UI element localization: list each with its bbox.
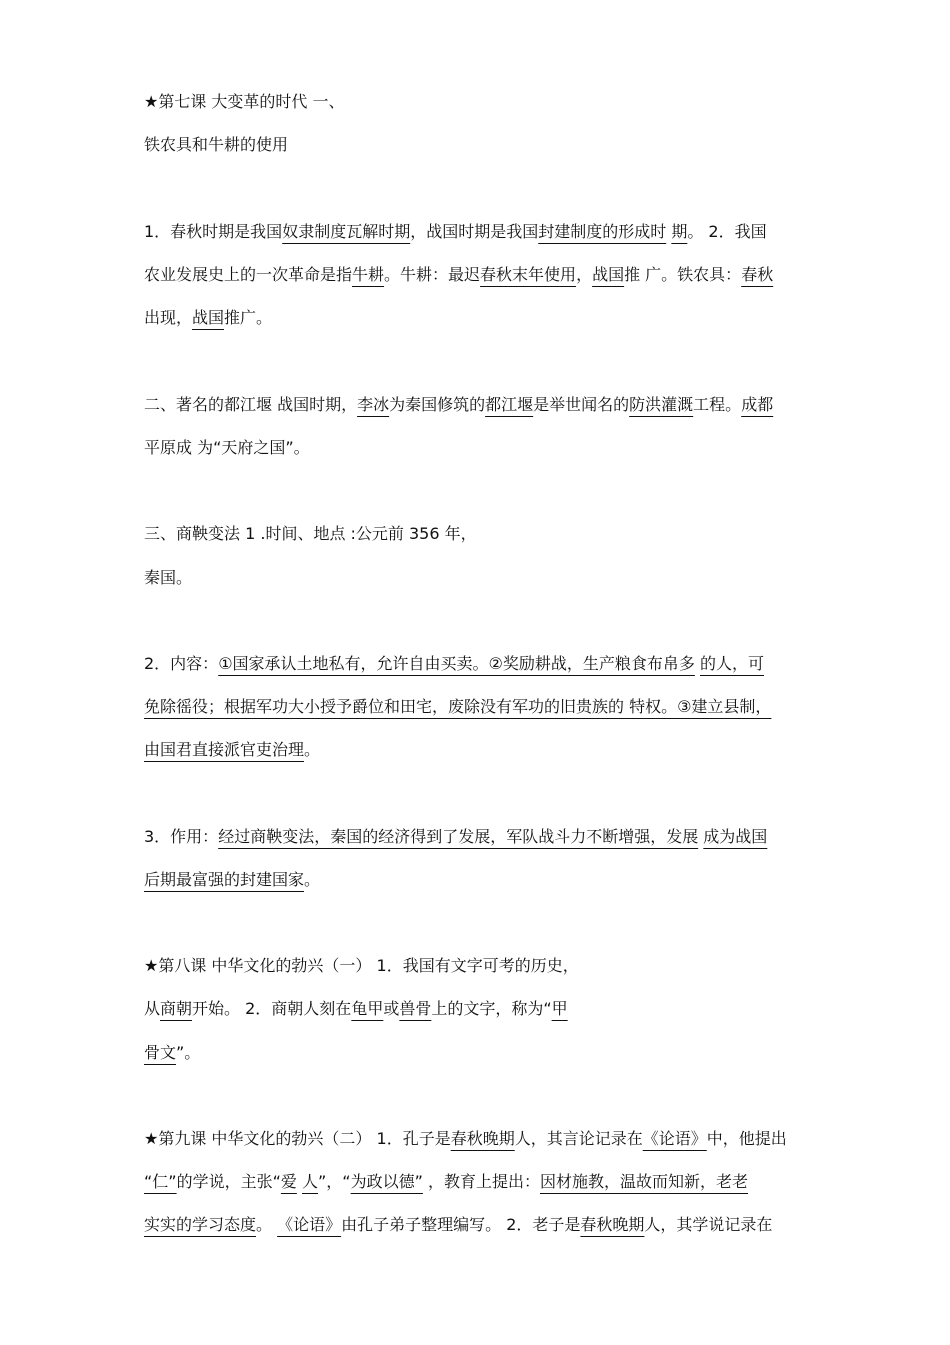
text-line [144, 436, 310, 460]
text-segment: 的学说，主张“ [176, 1172, 281, 1191]
text-line [144, 1170, 748, 1194]
text-line [144, 393, 773, 417]
text-line [144, 90, 345, 114]
underlined-answer: 的人，可 [699, 654, 764, 673]
underlined-answer: 经过商鞅变法，秦国的经济得到了发展，军队战斗力不断增强，发展 [218, 827, 699, 846]
underlined-answer: 《论语》 [277, 1215, 342, 1234]
text-segment: 。 [304, 740, 321, 759]
underlined-answer: 《论语》 [642, 1129, 707, 1148]
underlined-answer: 战国 [592, 265, 625, 284]
text-line [144, 522, 477, 546]
underlined-answer: 封建制度的形成时 [538, 222, 667, 241]
text-segment: ，战国时期是我国 [410, 222, 539, 241]
underlined-answer: 期 [671, 222, 688, 241]
underlined-answer: 防洪灌溉 [629, 395, 694, 414]
text-line [144, 652, 764, 676]
text-segment: ， [576, 265, 593, 284]
underlined-answer: 免除徭役；根据军功大小授予爵位和田宅，废除没有军功的旧贵族的 特权。③建立县制， [144, 697, 772, 716]
text-segment: ★第九课 中华文化的勃兴（二） 1．孔子是 [144, 1129, 451, 1148]
underlined-answer: 人 [302, 1172, 319, 1191]
underlined-answer: 兽骨 [399, 999, 432, 1018]
text-segment: 或 [383, 999, 400, 1018]
text-segment: 工程。 [693, 395, 742, 414]
underlined-answer: 为政以德” [350, 1172, 423, 1191]
text-segment: 农业发展史上的一次革命是指 [144, 265, 353, 284]
text-segment: 。牛耕：最迟 [384, 265, 481, 284]
underlined-answer: 春秋末年使用 [480, 265, 577, 284]
text-segment: 人，其学说记录在 [644, 1215, 773, 1234]
text-segment: 是举世闻名的 [533, 395, 630, 414]
text-line [144, 825, 767, 849]
text-segment: 从 [144, 999, 161, 1018]
underlined-answer: 爱 [280, 1172, 297, 1191]
underlined-answer: 春秋晚期 [450, 1129, 515, 1148]
text-segment: ”。 [176, 1043, 201, 1062]
text-segment: 人，其言论记录在 [514, 1129, 643, 1148]
text-segment: ”，“ [318, 1172, 351, 1191]
text-segment: 上的文字，称为“ [431, 999, 552, 1018]
text-segment: 推广。 [224, 308, 273, 327]
text-segment: 由孔子弟子整理编写。 2．老子是 [341, 1215, 581, 1234]
underlined-answer: “仁” [144, 1172, 177, 1191]
text-segment: 1．春秋时期是我国 [144, 222, 283, 241]
underlined-answer: 都江堰 [485, 395, 534, 414]
text-line [144, 1041, 200, 1065]
text-segment: 秦国。 [144, 568, 193, 587]
text-line [144, 954, 579, 978]
text-segment: 开始。 2．商朝人刻在 [192, 999, 352, 1018]
text-line [144, 263, 773, 287]
text-segment: 三、商鞅变法 1 .时间、地点 :公元前 356 年， [144, 524, 477, 543]
text-segment: 为秦国修筑的 [389, 395, 486, 414]
underlined-answer: 后期最富强的封建国家 [144, 870, 305, 889]
text-line [144, 1127, 787, 1151]
underlined-answer: 奴隶制度瓦解时期 [282, 222, 411, 241]
text-segment: 。 [304, 870, 321, 889]
text-segment: 中，他提出 [706, 1129, 787, 1148]
text-line [144, 133, 288, 157]
underlined-answer: 商朝 [160, 999, 193, 1018]
underlined-answer: 春秋 [741, 265, 774, 284]
text-line [144, 220, 767, 244]
text-segment: 出现， [144, 308, 193, 327]
underlined-answer: 牛耕 [352, 265, 385, 284]
text-line [144, 997, 568, 1021]
underlined-answer: 甲 [551, 999, 568, 1018]
text-segment: 推 广。铁农具： [624, 265, 742, 284]
text-segment: 铁农具和牛耕的使用 [144, 135, 289, 154]
text-line [144, 306, 272, 330]
text-line [144, 566, 192, 590]
text-segment: 二、著名的都江堰 战国时期， [144, 395, 358, 414]
underlined-answer: 成为战国 [703, 827, 768, 846]
underlined-answer: 李冰 [357, 395, 390, 414]
underlined-answer: ①国家承认土地私有，允许自由买卖。②奖励耕战，生产粮食布帛多 [218, 654, 695, 673]
text-segment: 。 [256, 1215, 278, 1234]
underlined-answer: 实实的学习态度 [144, 1215, 257, 1234]
text-segment: 平原成 为“天府之国”。 [144, 438, 310, 457]
underlined-answer: 战国 [192, 308, 225, 327]
text-line [144, 738, 320, 762]
text-segment: ★第七课 大变革的时代 一、 [144, 92, 345, 111]
underlined-answer: 因材施教，温故而知新，老老 [540, 1172, 749, 1191]
text-segment: ，教育上提出： [422, 1172, 540, 1191]
text-segment: 2．内容： [144, 654, 219, 673]
text-segment: ★第八课 中华文化的勃兴（一） 1．我国有文字可考的历史， [144, 956, 579, 975]
underlined-answer: 由国君直接派官吏治理 [144, 740, 305, 759]
text-line [144, 868, 320, 892]
text-segment: 3．作用： [144, 827, 219, 846]
underlined-answer: 骨文 [144, 1043, 177, 1062]
underlined-answer: 成都 [741, 395, 774, 414]
underlined-answer: 龟甲 [351, 999, 384, 1018]
text-line [144, 1213, 772, 1237]
text-segment: 。 2．我国 [687, 222, 767, 241]
underlined-answer: 春秋晚期 [580, 1215, 645, 1234]
text-line [144, 695, 771, 719]
